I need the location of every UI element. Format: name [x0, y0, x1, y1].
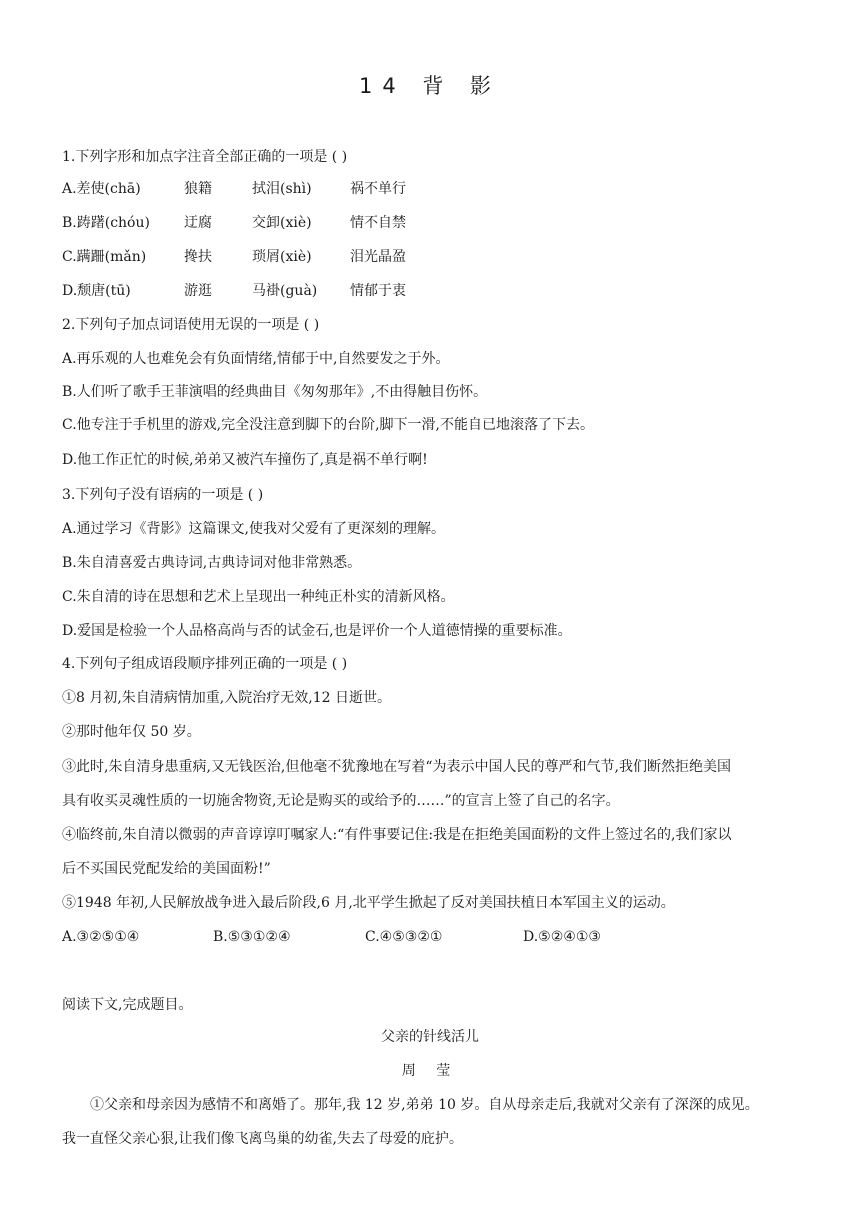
question-1-stem: 1.下列字形和加点字注音全部正确的一项是 ( )	[62, 149, 348, 165]
question-1-option-a	[62, 179, 822, 199]
article-title: 父亲的针线活儿	[381, 1029, 479, 1045]
option-text: 情郁于衷	[350, 283, 406, 299]
option-text: 琐屑(xiè)	[252, 249, 312, 265]
sentence-1: ①8 月初,朱自清病情加重,入院治疗无效,12 日逝世。	[62, 690, 391, 706]
question-2-option-b: B.人们听了歌手王菲演唱的经典曲目《匆匆那年》,不由得触目伤怀。	[62, 384, 488, 400]
question-3-option-c: C.朱自清的诗在思想和艺术上呈现出一种纯正朴实的清新风格。	[62, 589, 455, 605]
question-1-option-d	[62, 281, 822, 301]
paragraph-1-line-2: 我一直怪父亲心狠,让我们像飞离鸟巢的幼雀,失去了母爱的庇护。	[62, 1131, 463, 1147]
page-title: 14 背 影	[358, 74, 502, 98]
sentence-3-line-2: 具有收买灵魂性质的一切施舍物资,无论是购买的或给予的……”的宣言上签了自己的名字。	[62, 793, 620, 809]
sentence-2: ②那时他年仅 50 岁。	[62, 724, 201, 740]
option-text: 泪光晶盈	[350, 249, 406, 265]
question-2-option-a: A.再乐观的人也难免会有负面情绪,情郁于中,自然要发之于外。	[62, 351, 450, 367]
option-text: 拭泪(shì)	[252, 181, 312, 197]
option-b: B.⑤③①②④	[213, 929, 291, 945]
sentence-4-line-2: 后不买国民党配发给的美国面粉!”	[62, 861, 271, 877]
option-c: C.④⑤③②①	[365, 929, 443, 945]
question-1-option-b	[62, 213, 822, 233]
question-4-stem: 4.下列句子组成语段顺序排列正确的一项是 ( )	[62, 656, 348, 672]
option-text: 交卸(xiè)	[252, 215, 312, 231]
article-author: 周 莹	[401, 1063, 459, 1079]
question-3-option-d: D.爱国是检验一个人品格高尚与否的试金石,也是评价一个人道德情操的重要标准。	[62, 623, 572, 639]
option-text: 马褂(guà)	[252, 283, 318, 299]
question-2-option-c: C.他专注于手机里的游戏,完全没注意到脚下的台阶,脚下一滑,不能自已地滚落了下去。	[62, 417, 595, 433]
question-2-stem: 2.下列句子加点词语使用无误的一项是 ( )	[62, 317, 320, 333]
option-text: B.踌躇(chóu)	[62, 215, 150, 231]
option-d: D.⑤②④①③	[523, 929, 601, 945]
option-text: C.蹒跚(mǎn)	[62, 249, 147, 265]
option-text: D.颓唐(tū)	[62, 283, 131, 299]
reading-intro: 阅读下文,完成题目。	[62, 997, 193, 1013]
option-a: A.③②⑤①④	[62, 929, 140, 945]
option-text: A.差使(chā)	[62, 181, 141, 197]
option-text: 狼籍	[184, 181, 212, 197]
sentence-4-line-1: ④临终前,朱自清以微弱的声音谆谆叮嘱家人:“有件事要记住:我是在拒绝美国面粉的文件上签过名的,我们家以	[62, 827, 732, 843]
question-3-stem: 3.下列句子没有语病的一项是 ( )	[62, 487, 264, 503]
option-text: 迂腐	[184, 215, 212, 231]
sentence-3-line-1: ③此时,朱自清身患重病,又无钱医治,但他毫不犹豫地在写着“为表示中国人民的尊严和气节,我们断然拒绝美国	[62, 759, 731, 775]
question-3-option-a: A.通过学习《背影》这篇课文,使我对父爱有了更深刻的理解。	[62, 521, 446, 537]
paragraph-1-line-1: ①父亲和母亲因为感情不和离婚了。那年,我 12 岁,弟弟 10 岁。自从母亲走后,我就对父亲有了深深的成见。	[90, 1097, 759, 1113]
question-1-option-c	[62, 247, 822, 267]
option-text: 情不自禁	[350, 215, 406, 231]
sentence-5: ⑤1948 年初,人民解放战争进入最后阶段,6 月,北平学生掀起了反对美国扶植日本军国主义的运动。	[62, 895, 675, 911]
option-text: 游逛	[184, 283, 212, 299]
question-3-option-b: B.朱自清喜爱古典诗词,古典诗词对他非常熟悉。	[62, 555, 362, 571]
option-text: 祸不单行	[350, 181, 406, 197]
question-2-option-d: D.他工作正忙的时候,弟弟又被汽车撞伤了,真是祸不单行啊!	[62, 452, 428, 468]
question-4-options	[62, 927, 822, 947]
option-text: 搀扶	[184, 249, 212, 265]
